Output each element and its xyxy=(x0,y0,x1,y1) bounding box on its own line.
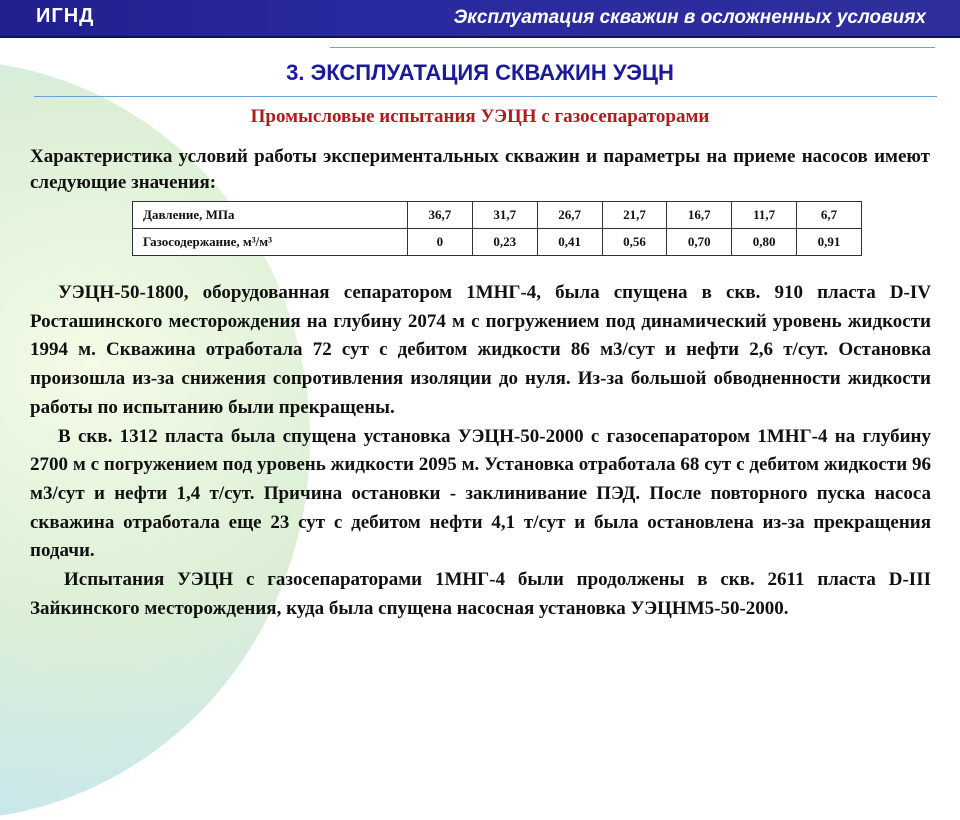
divider-top xyxy=(330,47,935,48)
parameters-table xyxy=(132,201,862,256)
section-title: 3. ЭКСПЛУАТАЦИЯ СКВАЖИН УЭЦН xyxy=(286,60,674,85)
subtitle: Промысловые испытания УЭЦН с газосепараторами xyxy=(250,106,710,127)
paragraph: В скв. 1312 пласта была спущена установка УЭЦН-50-2000 с газосепаратором 1МНГ-4 на глубину 2700 м с погружением под уровень жидкости 2095 м. Установка отработала 68 сут с дебитом жидкости 96 м3/сут и нефти 1,4 т/сут. Причина остановки - заклинивание ПЭД. После повторного пуска насоса скважина отработала еще 23 сут с дебитом нефти 4,1 т/сут и была остановлена из-за прекращения подачи. xyxy=(30,425,931,562)
table-cell: 0,41 xyxy=(537,229,602,256)
row-label: Газосодержание, м³/м³ xyxy=(133,229,408,256)
divider-title xyxy=(34,96,937,97)
table-cell: 0,56 xyxy=(602,229,667,256)
course-title: Эксплуатация скважин в осложненных условиях xyxy=(453,7,926,28)
table-row xyxy=(133,202,862,229)
table-cell: 0,23 xyxy=(472,229,537,256)
table-cell: 11,7 xyxy=(732,202,797,229)
row-label: Давление, МПа xyxy=(133,202,408,229)
table-cell: 21,7 xyxy=(602,202,667,229)
table-cell: 31,7 xyxy=(472,202,537,229)
org-label: ИГНД xyxy=(36,5,95,27)
table-cell: 26,7 xyxy=(537,202,602,229)
table-cell: 0 xyxy=(408,229,473,256)
table-cell: 0,70 xyxy=(667,229,732,256)
intro-text: Характеристика условий работы экспериментальных скважин и параметры на приеме насосов имеют следующие значения: xyxy=(30,146,930,193)
body-text xyxy=(30,279,931,623)
paragraph: УЭЦН-50-1800, оборудованная сепаратором 1МНГ-4, была спущена в скв. 910 пласта D-IV Росташинского месторождения на глубину 2074 м с погружением под динамический уровень жидкости 1994 м. Скважина отработала 72 сут с дебитом жидкости 86 м3/сут и нефти 2,6 т/сут. Остановка произошла из-за снижения сопротивления изоляции до нуля. Из-за большой обводненности жидкости работы по испытанию были прекращены. xyxy=(30,282,931,418)
table-cell: 36,7 xyxy=(408,202,473,229)
header-bar xyxy=(0,0,960,38)
table-cell: 16,7 xyxy=(667,202,732,229)
table-row xyxy=(133,229,862,256)
table-cell: 0,80 xyxy=(732,229,797,256)
table-cell: 0,91 xyxy=(797,229,862,256)
table-cell: 6,7 xyxy=(797,202,862,229)
paragraph: Испытания УЭЦН с газосепараторами 1МНГ-4 были продолжены в скв. 2611 пласта D-III Зайкинского месторождения, куда была спущена насосная установка УЭЦНМ5-50-2000. xyxy=(30,569,931,619)
